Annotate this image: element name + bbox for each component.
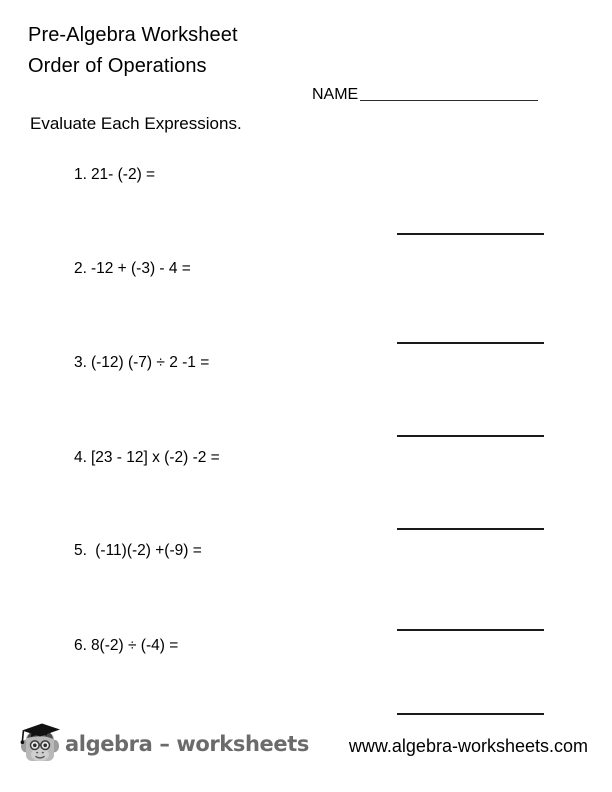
- name-input-line[interactable]: [360, 100, 538, 101]
- problem-item-4: [74, 449, 220, 467]
- problem-expression-5: (-11)(-2) +(-9) =: [90, 542, 202, 559]
- answer-line-4[interactable]: [397, 528, 544, 530]
- name-label: NAME: [312, 86, 359, 103]
- problem-item-2: [74, 260, 191, 278]
- page-footer: [0, 722, 612, 778]
- site-logo[interactable]: [20, 722, 309, 766]
- problem-expression-6: 8(-2) ÷ (-4) =: [90, 637, 179, 654]
- site-url[interactable]: www.algebra-worksheets.com: [348, 736, 588, 756]
- answer-line-6[interactable]: [397, 713, 544, 715]
- answer-line-2[interactable]: [397, 342, 544, 344]
- problem-expression-3: (-12) (-7) ÷ 2 -1 =: [90, 354, 210, 371]
- name-field-group: [312, 86, 538, 103]
- answer-line-1[interactable]: [397, 233, 544, 235]
- answer-line-5[interactable]: [397, 629, 544, 631]
- problem-item-3: [74, 354, 209, 372]
- problem-expression-4: [23 - 12] x (-2) -2 =: [90, 449, 220, 466]
- problem-number-1: 1.: [74, 166, 87, 183]
- page-title: Pre-Algebra Worksheet: [28, 24, 238, 46]
- problem-number-6: 6.: [74, 637, 87, 654]
- instruction-text: Evaluate Each Expressions.: [30, 114, 242, 133]
- problem-item-6: [74, 637, 178, 655]
- problem-expression-2: -12 + (-3) - 4 =: [90, 260, 191, 277]
- problem-number-3: 3.: [74, 354, 87, 371]
- problem-expression-1: 21- (-2) =: [90, 166, 156, 183]
- problem-number-4: 4.: [74, 449, 87, 466]
- logo-wordmark: algebra – worksheets: [65, 732, 309, 756]
- problem-item-5: [74, 542, 202, 560]
- problem-number-2: 2.: [74, 260, 87, 277]
- problem-number-5: 5.: [74, 542, 87, 559]
- problem-item-1: [74, 166, 155, 184]
- answer-line-3[interactable]: [397, 435, 544, 437]
- page-subtitle: Order of Operations: [28, 55, 207, 77]
- graduate-ape-mascot-icon: [20, 722, 62, 766]
